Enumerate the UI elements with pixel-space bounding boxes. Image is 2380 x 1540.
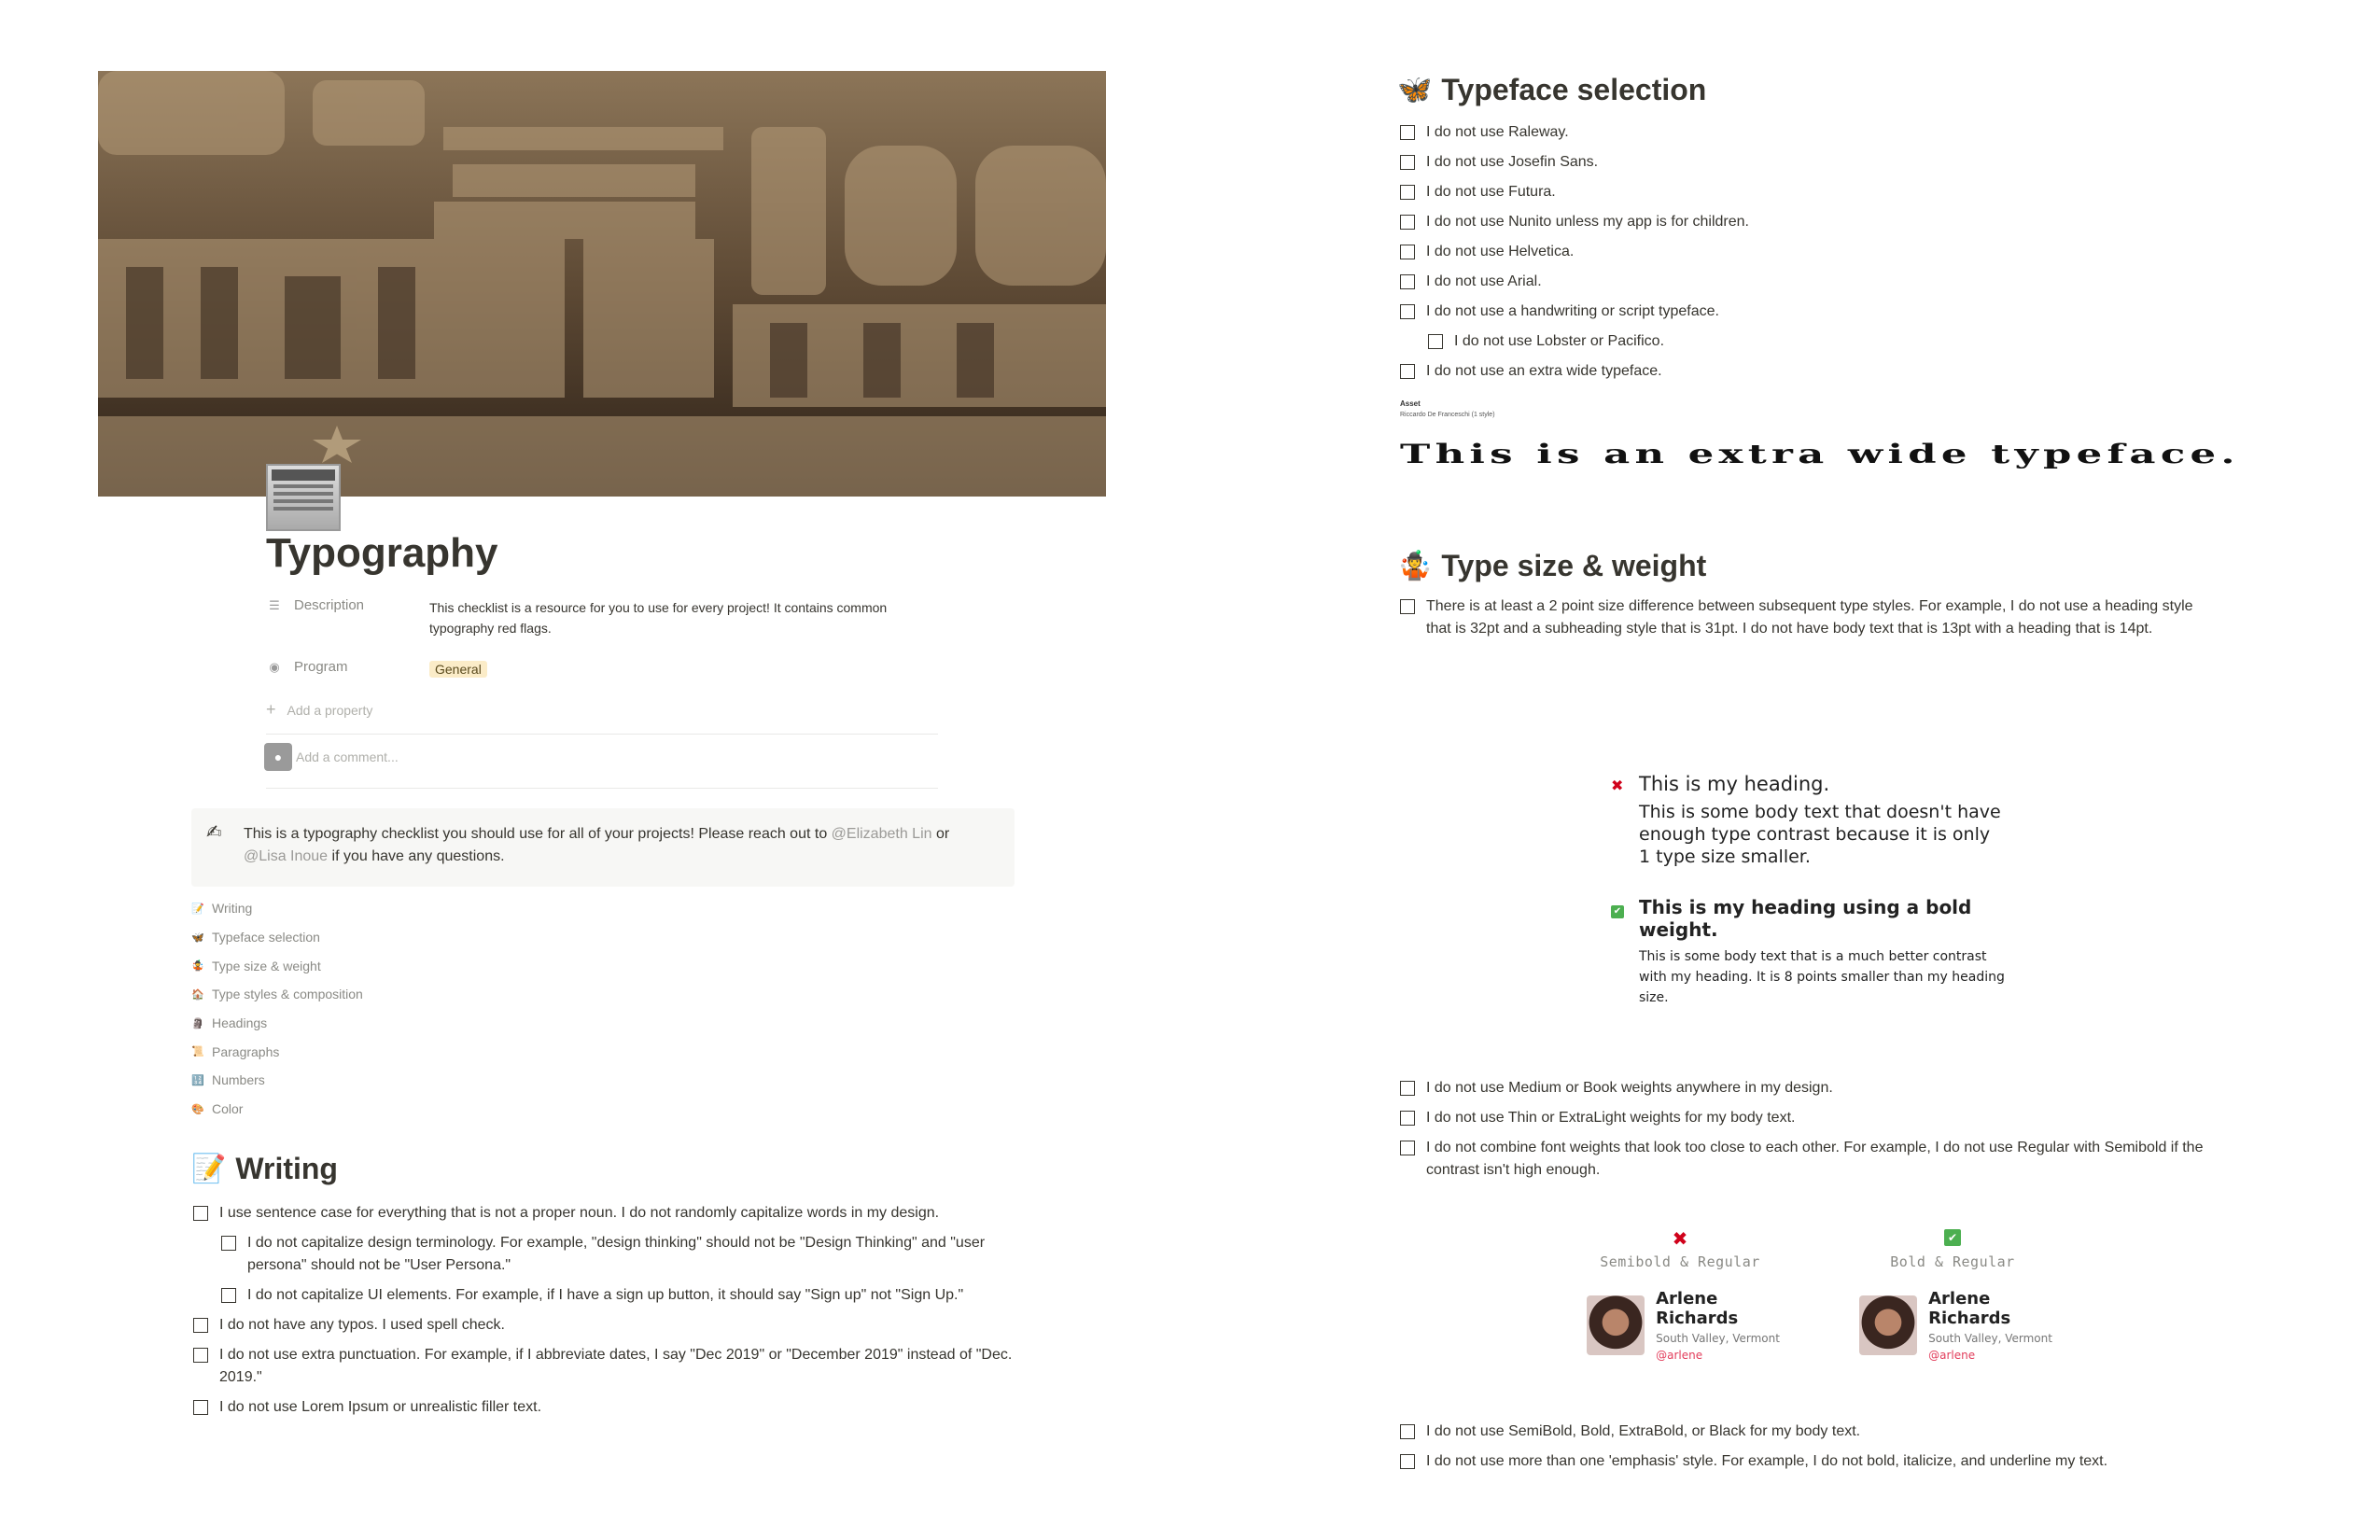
- checklist-item[interactable]: [1400, 1421, 2240, 1443]
- toc-label: Typeface selection: [212, 930, 320, 945]
- cover-image[interactable]: [98, 71, 1106, 497]
- toc-label: Type styles & composition: [212, 987, 363, 1002]
- cross-mark-icon: ✖: [1672, 1227, 1688, 1250]
- toc-item-size-weight[interactable]: [191, 951, 363, 980]
- heading-typeface: [1397, 73, 1706, 107]
- comment-placeholder: Add a comment...: [296, 749, 399, 764]
- toc-label: Numbers: [212, 1072, 265, 1088]
- asset-subtitle: Riccardo De Franceschi (1 style): [1400, 412, 1495, 418]
- checkbox[interactable]: [1400, 245, 1415, 259]
- checklist-text: I do not use SemiBold, Bold, ExtraBold, or Black for my body text.: [1426, 1423, 1861, 1439]
- text-lines-icon: ☰: [269, 597, 280, 612]
- profile-handle: @arlene: [1928, 1349, 1976, 1362]
- checklist-text: I do not use Lorem Ipsum or unrealistic filler text.: [219, 1399, 542, 1415]
- bad-contrast-example: [1611, 773, 2003, 868]
- checkbox[interactable]: [221, 1288, 236, 1303]
- profile-card: [1859, 1289, 2074, 1362]
- checklist-text: I do not use Raleway.: [1426, 124, 1569, 140]
- avatar: [1587, 1295, 1645, 1355]
- toc-item-headings[interactable]: [191, 1009, 363, 1038]
- butterfly-icon: 🦋: [191, 931, 204, 944]
- property-label: Program: [294, 659, 348, 675]
- checkbox[interactable]: [1400, 304, 1415, 319]
- page-title: Typography: [266, 530, 498, 576]
- cross-mark-icon: ✖: [1611, 777, 1624, 794]
- checkbox[interactable]: [1400, 599, 1415, 614]
- callout-text: or: [931, 826, 950, 842]
- profile-card: [1587, 1289, 1801, 1362]
- comparison-label: Bold & Regular: [1890, 1253, 2015, 1270]
- checklist-text: I do not use Helvetica.: [1426, 244, 1575, 259]
- good-contrast-example: [1611, 896, 2012, 1008]
- checklist-text: I do not use extra punctuation. For example, if I abbreviate dates, I say "Dec 2019" or "December 2019" instead of "Dec. 2019.": [219, 1347, 1013, 1385]
- juggler-icon: 🤹: [191, 960, 204, 973]
- plus-icon: +: [266, 700, 276, 719]
- example-heading: This is my heading.: [1639, 773, 1830, 795]
- checklist-text: I do not use Medium or Book weights anywhere in my design.: [1426, 1080, 1833, 1096]
- writing-checklist: [193, 1202, 1015, 1426]
- checkbox[interactable]: [1400, 185, 1415, 200]
- palette-icon: 🎨: [191, 1103, 204, 1115]
- checkbox[interactable]: [1400, 1424, 1415, 1439]
- checklist-item[interactable]: [1400, 301, 2240, 323]
- checkbox[interactable]: [221, 1236, 236, 1251]
- writing-hand-icon: ✍: [206, 822, 222, 843]
- checkbox[interactable]: [1400, 215, 1415, 230]
- comment-input[interactable]: [264, 743, 399, 771]
- toc-label: Writing: [212, 901, 253, 917]
- profile-name: Arlene Richards: [1928, 1289, 2011, 1328]
- checkbox[interactable]: [1400, 274, 1415, 289]
- checklist-text: I do not use Arial.: [1426, 273, 1542, 289]
- memo-icon: 📝: [191, 1154, 227, 1184]
- checkbox[interactable]: [1400, 364, 1415, 379]
- checkbox[interactable]: [193, 1400, 208, 1415]
- property-program[interactable]: [266, 659, 938, 679]
- heading-text: Type size & weight: [1441, 549, 1707, 582]
- weight-checklist: [1400, 1077, 2221, 1189]
- toc-item-color[interactable]: [191, 1095, 363, 1124]
- checklist-text: I do not use more than one 'emphasis' style. For example, I do not bold, italicize, and underline my text.: [1426, 1453, 2108, 1469]
- table-of-contents: [191, 894, 363, 1124]
- toc-item-numbers[interactable]: [191, 1066, 363, 1095]
- checklist-item[interactable]: [1400, 1107, 2221, 1129]
- checklist-text: I do not capitalize design terminology. For example, "design thinking" should not be "Design Thinking" and "user persona" should not be "User Persona.": [247, 1235, 986, 1273]
- check-mark-icon: ✔: [1944, 1229, 1961, 1246]
- divider: [266, 734, 938, 735]
- checklist-item[interactable]: [1428, 330, 2240, 353]
- checklist-item[interactable]: [193, 1314, 1015, 1337]
- checklist-item[interactable]: [193, 1396, 1015, 1419]
- typeface-checklist: [1400, 121, 2240, 390]
- checklist-text: I do not use Nunito unless my app is for children.: [1426, 214, 1749, 230]
- add-property-label: Add a property: [287, 702, 373, 718]
- size-checklist: [1400, 595, 2221, 648]
- checkbox[interactable]: [193, 1318, 208, 1333]
- weight-comparison-bad: [1559, 1227, 1801, 1362]
- checkbox[interactable]: [193, 1206, 208, 1221]
- checklist-item[interactable]: [1400, 595, 2221, 640]
- example-body: This is some body text that doesn't have enough type contrast because it is only 1 type size smaller.: [1639, 802, 2001, 867]
- checklist-item[interactable]: [193, 1344, 1015, 1389]
- example-heading: This is my heading using a bold weight.: [1639, 896, 1972, 941]
- checklist-item[interactable]: [1400, 151, 2240, 174]
- comparison-label: Semibold & Regular: [1600, 1253, 1760, 1270]
- juggler-icon: 🤹: [1397, 551, 1433, 581]
- checklist-text: I do not combine font weights that look too close to each other. For example, I do not use Regular with Semibold if the contrast isn't high enough.: [1426, 1140, 2204, 1178]
- toc-label: Color: [212, 1101, 244, 1117]
- mention-elizabeth[interactable]: @Elizabeth Lin: [831, 826, 932, 842]
- mention-lisa[interactable]: @Lisa Inoue: [244, 848, 329, 864]
- checklist-item[interactable]: [221, 1232, 1015, 1277]
- newspaper-icon[interactable]: [266, 464, 341, 531]
- checklist-item[interactable]: [1400, 211, 2240, 233]
- checkbox[interactable]: [1400, 1141, 1415, 1155]
- toc-label: Paragraphs: [212, 1043, 280, 1059]
- toc-item-writing[interactable]: [191, 894, 363, 923]
- checkbox[interactable]: [1400, 1111, 1415, 1126]
- scroll-icon: 📜: [191, 1046, 204, 1058]
- numbers-icon: 🔢: [191, 1074, 204, 1086]
- checklist-text: I do not use an extra wide typeface.: [1426, 363, 1662, 379]
- select-icon: ◉: [269, 659, 280, 674]
- divider: [266, 788, 938, 789]
- checklist-item[interactable]: [193, 1202, 1015, 1225]
- butterfly-icon: 🦋: [1397, 75, 1433, 105]
- checklist-item[interactable]: [1400, 360, 2240, 383]
- checklist-item[interactable]: [1400, 1137, 2221, 1182]
- checklist-text: I do not use a handwriting or script typeface.: [1426, 303, 1719, 319]
- heading-text: Typeface selection: [1441, 73, 1707, 106]
- checklist-text: I do not have any typos. I used spell check.: [219, 1317, 505, 1333]
- toc-item-typeface[interactable]: [191, 923, 363, 952]
- asset-title: Asset: [1400, 399, 1421, 408]
- body-weight-checklist: [1400, 1421, 2240, 1480]
- checkbox[interactable]: [1400, 1454, 1415, 1469]
- checkbox[interactable]: [1400, 1081, 1415, 1096]
- toc-item-paragraphs[interactable]: [191, 1037, 363, 1066]
- profile-location: South Valley, Vermont: [1928, 1332, 2052, 1345]
- property-description[interactable]: [266, 597, 938, 638]
- checklist-item[interactable]: [1400, 1077, 2221, 1099]
- checklist-text: I do not use Lobster or Pacifico.: [1454, 333, 1665, 349]
- weight-comparison-good: [1831, 1227, 2074, 1362]
- checklist-item[interactable]: [1400, 181, 2240, 203]
- memo-icon: 📝: [191, 903, 204, 915]
- callout: [191, 808, 1015, 887]
- checklist-item[interactable]: [1400, 121, 2240, 144]
- checklist-text: I do not capitalize UI elements. For example, if I have a sign up button, it should say "Sign up" not "Sign Up.": [247, 1287, 964, 1303]
- checkbox[interactable]: [193, 1348, 208, 1363]
- asset-caption: [1400, 399, 1495, 418]
- description-value[interactable]: This checklist is a resource for you to use for every project! It contains common typography red flags.: [429, 600, 888, 636]
- callout-text: if you have any questions.: [328, 848, 505, 864]
- checkbox[interactable]: [1400, 155, 1415, 170]
- avatar: ●: [264, 743, 292, 771]
- add-property-button[interactable]: [266, 700, 938, 720]
- extra-wide-sample: This is an extra wide typeface.: [1400, 439, 2240, 469]
- checklist-item[interactable]: [1400, 241, 2240, 263]
- checklist-item[interactable]: [221, 1284, 1015, 1307]
- profile-name: Arlene Richards: [1656, 1289, 1739, 1328]
- checkbox[interactable]: [1400, 125, 1415, 140]
- properties-panel: [266, 597, 938, 720]
- heading-writing: [191, 1152, 338, 1186]
- checklist-item[interactable]: [1400, 1450, 2240, 1473]
- toc-label: Type size & weight: [212, 958, 321, 973]
- house-icon: 🏠: [191, 988, 204, 1001]
- checklist-text: I do not use Thin or ExtraLight weights for my body text.: [1426, 1110, 1796, 1126]
- program-tag[interactable]: General: [429, 661, 487, 678]
- avatar: [1859, 1295, 1917, 1355]
- checklist-item[interactable]: [1400, 271, 2240, 293]
- property-label: Description: [294, 597, 365, 613]
- profile-location: South Valley, Vermont: [1656, 1332, 1780, 1345]
- moai-icon: 🗿: [191, 1017, 204, 1029]
- check-mark-icon: ✔: [1611, 900, 1624, 918]
- toc-label: Headings: [212, 1015, 268, 1031]
- checklist-text: I use sentence case for everything that is not a proper noun. I do not randomly capitalize words in my design.: [219, 1205, 940, 1221]
- heading-text: Writing: [235, 1152, 338, 1185]
- example-body: This is some body text that is a much better contrast with my heading. It is 8 points smaller than my heading size.: [1639, 949, 2005, 1005]
- checklist-text: I do not use Josefin Sans.: [1426, 154, 1599, 170]
- profile-handle: @arlene: [1656, 1349, 1703, 1362]
- checklist-text: There is at least a 2 point size difference between subsequent type styles. For example, I do not use a heading style that is 32pt and a subheading style that is 31pt. I do not have body text that is 13pt with a heading that is 14pt.: [1426, 598, 2193, 637]
- toc-item-styles[interactable]: [191, 980, 363, 1009]
- checkbox[interactable]: [1428, 334, 1443, 349]
- checklist-text: I do not use Futura.: [1426, 184, 1556, 200]
- heading-size-weight: [1397, 549, 1706, 583]
- callout-text: This is a typography checklist you should use for all of your projects! Please reach out to: [244, 826, 832, 842]
